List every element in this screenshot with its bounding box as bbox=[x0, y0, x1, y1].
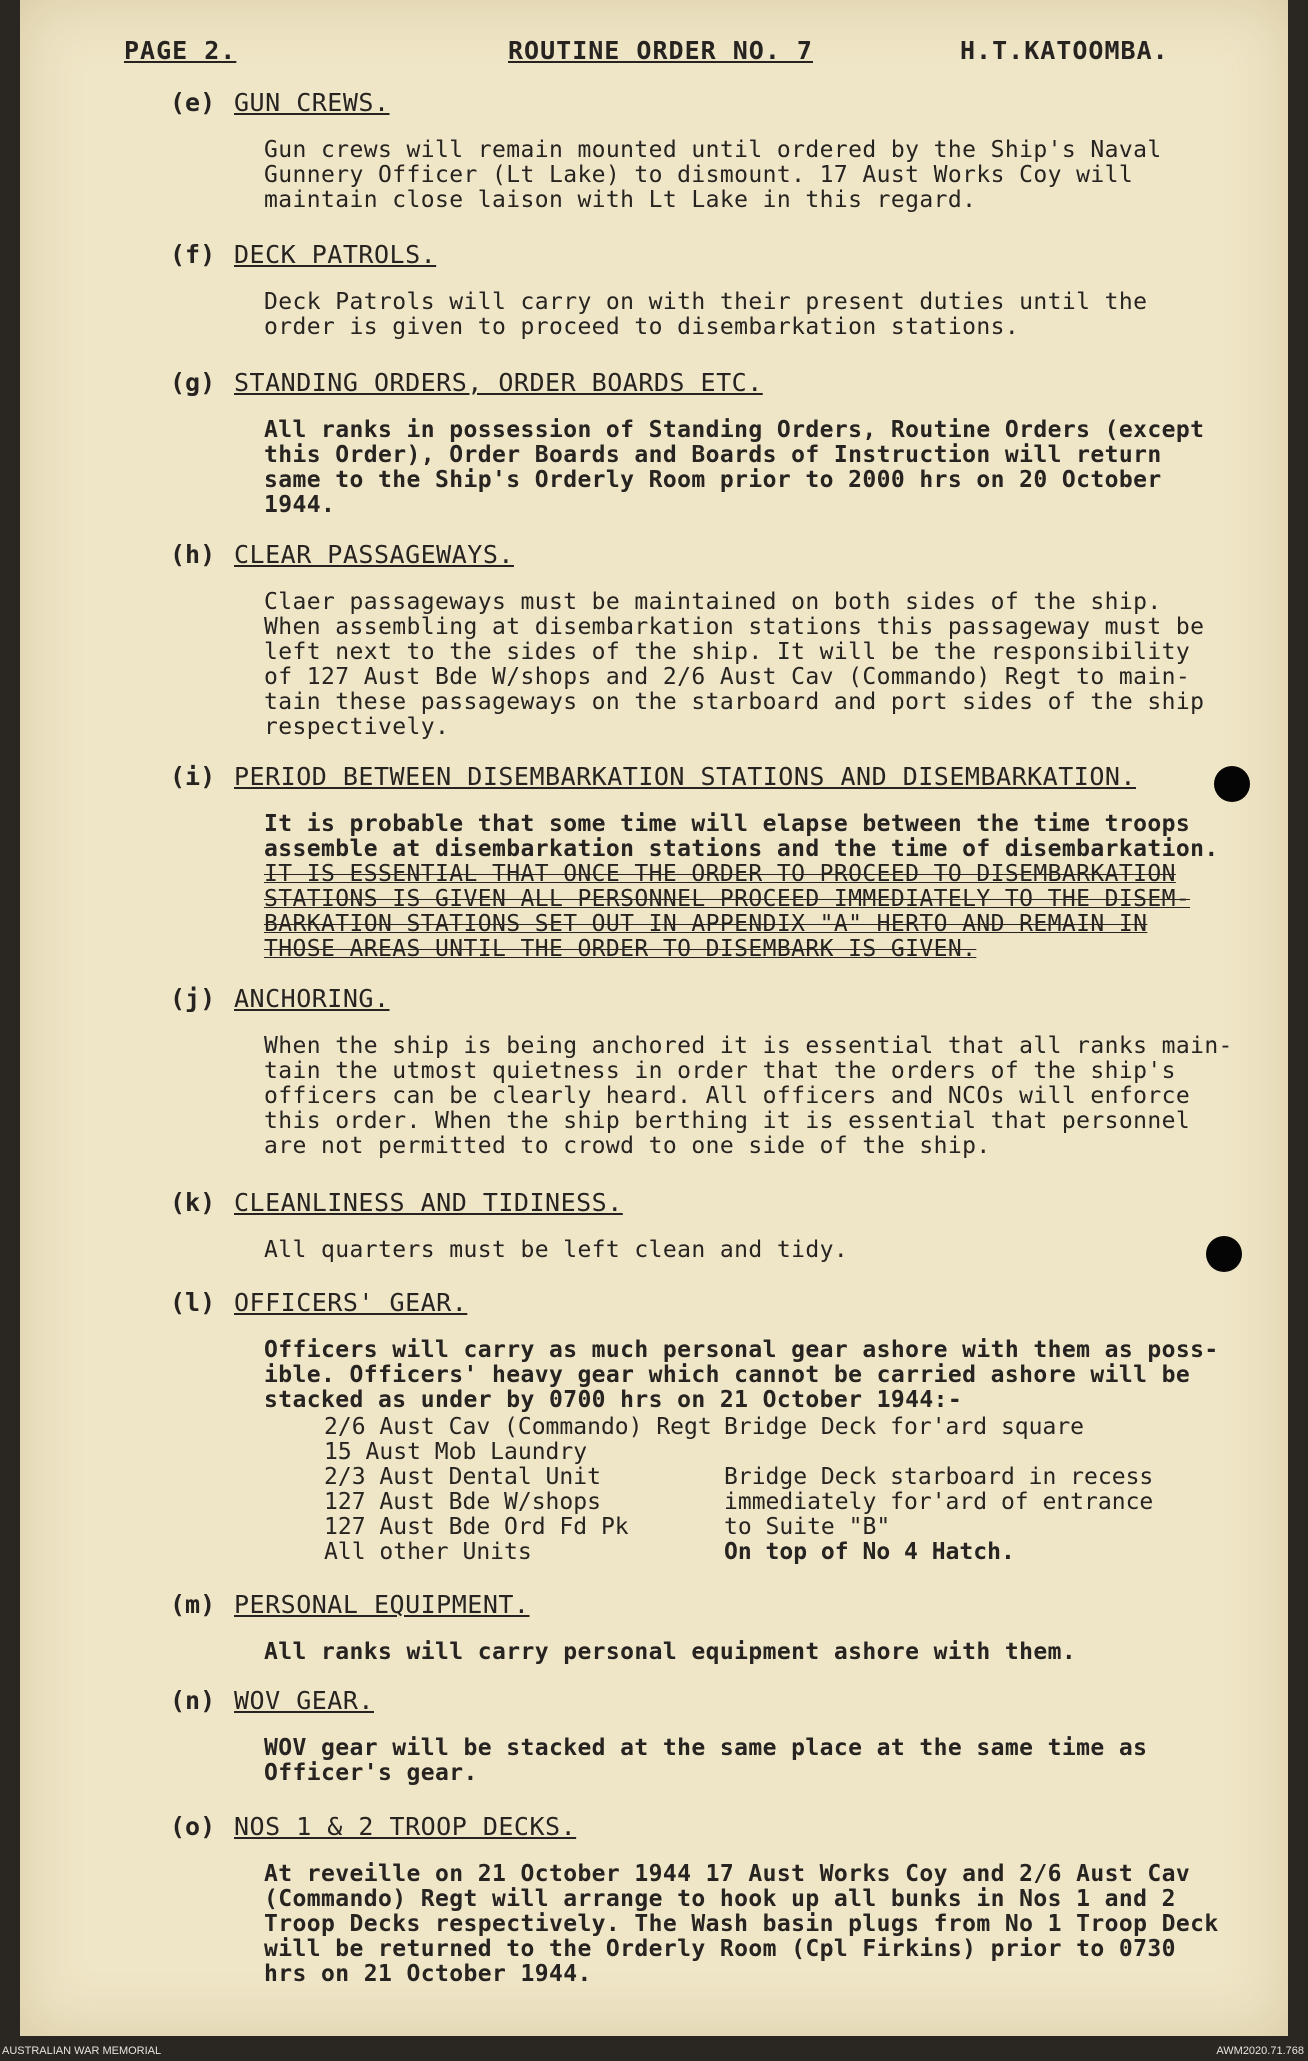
section-body: All ranks in possession of Standing Orders, Routine Orders (except this Order), Order Boards and Boards of Instruction will return same to the Ship's Orderly Room prior to 2000 hrs on 20 October 1944. bbox=[264, 417, 1205, 518]
gear-location: immediately for'ard of entrance bbox=[724, 1489, 1154, 1515]
table-row bbox=[264, 1415, 1264, 1440]
section-title: PERIOD BETWEEN DISEMBARKATION STATIONS AND DISEMBARKATION. bbox=[234, 762, 1136, 791]
section-title: CLEANLINESS AND TIDINESS. bbox=[234, 1188, 623, 1217]
section-body: It is probable that some time will elapse between the time troops assemble at disembarkation stations and the time of disembarkation. bbox=[264, 811, 1219, 862]
section-letter: (i) bbox=[170, 762, 216, 791]
section-emphasis: IT IS ESSENTIAL THAT ONCE THE ORDER TO PROCEED TO DISEMBARKATION STATIONS IS GIVEN ALL PERSONNEL PROCEED IMMEDIATELY TO THE DISEM- BARKATION STATIONS SET OUT IN APPENDIX "A" HERTO AND REMAIN IN THOSE AREAS UNTIL THE ORDER TO DISEMBARK IS GIVEN. bbox=[264, 861, 1191, 962]
section-title: OFFICERS' GEAR. bbox=[234, 1288, 468, 1317]
archive-credit: AUSTRALIAN WAR MEMORIAL bbox=[2, 2045, 162, 2057]
document-page bbox=[20, 0, 1288, 2036]
gear-table bbox=[264, 1415, 1264, 1565]
punch-hole bbox=[1206, 1236, 1242, 1272]
section-title: STANDING ORDERS, ORDER BOARDS ETC. bbox=[234, 368, 763, 397]
section-title: PERSONAL EQUIPMENT. bbox=[234, 1590, 530, 1619]
section-body: All ranks will carry personal equipment ashore with them. bbox=[264, 1639, 1077, 1665]
section-letter: (n) bbox=[170, 1686, 216, 1715]
section-title: CLEAR PASSAGEWAYS. bbox=[234, 540, 514, 569]
section-k bbox=[170, 1188, 1250, 1263]
section-body: WOV gear will be stacked at the same place at the same time as Officer's gear. bbox=[264, 1735, 1148, 1786]
section-h bbox=[170, 540, 1250, 740]
table-row bbox=[264, 1465, 1264, 1490]
table-row bbox=[264, 1440, 1264, 1465]
archive-reference: AWM2020.71.768 bbox=[1216, 2045, 1304, 2057]
section-g bbox=[170, 368, 1250, 518]
section-letter: (f) bbox=[170, 240, 216, 269]
section-title: NOS 1 & 2 TROOP DECKS. bbox=[234, 1812, 577, 1841]
section-o bbox=[170, 1812, 1250, 1987]
gear-location: On top of No 4 Hatch. bbox=[724, 1539, 1015, 1565]
section-e bbox=[170, 88, 1250, 213]
section-letter: (j) bbox=[170, 984, 216, 1013]
gear-unit: 2/6 Aust Cav (Commando) Regt bbox=[324, 1414, 712, 1440]
section-letter: (l) bbox=[170, 1288, 216, 1317]
section-letter: (o) bbox=[170, 1812, 216, 1841]
section-letter: (k) bbox=[170, 1188, 216, 1217]
section-body: Claer passageways must be maintained on both sides of the ship. When assembling at disembarkation stations this passageway must be left next to the sides of the ship. It will be the responsibility of 127 Aust Bde W/shops and 2/6 Aust Cav (Commando) Regt to main- tain these passageways on the starboard and port sides of the ship respectively. bbox=[264, 589, 1205, 740]
section-body: All quarters must be left clean and tidy. bbox=[264, 1237, 849, 1263]
gear-unit: All other Units bbox=[324, 1539, 532, 1565]
section-body: Officers will carry as much personal gear ashore with them as poss- ible. Officers' heavy gear which cannot be carried ashore will be stacked as under by 0700 hrs on 21 October 1944:- bbox=[264, 1337, 1219, 1413]
gear-location: to Suite "B" bbox=[724, 1514, 891, 1540]
section-body: Gun crews will remain mounted until ordered by the Ship's Naval Gunnery Officer (Lt Lake) to dismount. 17 Aust Works Coy will maintain close laison with Lt Lake in this regard. bbox=[264, 137, 1162, 213]
gear-unit: 2/3 Aust Dental Unit bbox=[324, 1464, 601, 1490]
section-title: WOV GEAR. bbox=[234, 1686, 374, 1715]
table-row bbox=[264, 1515, 1264, 1540]
ship-name: H.T.KATOOMBA. bbox=[960, 36, 1169, 65]
gear-location: Bridge Deck for'ard square bbox=[724, 1414, 1085, 1440]
section-n bbox=[170, 1686, 1250, 1786]
punch-hole bbox=[1214, 766, 1250, 802]
section-body: Deck Patrols will carry on with their present duties until the order is given to proceed to disembarkation stations. bbox=[264, 289, 1148, 340]
gear-location: Bridge Deck starboard in recess bbox=[724, 1464, 1154, 1490]
section-body: At reveille on 21 October 1944 17 Aust Works Coy and 2/6 Aust Cav (Commando) Regt will arrange to hook up all bunks in Nos 1 and 2 Troop Decks respectively. The Wash basin plugs from No 1 Troop Deck will be returned to the Orderly Room (Cpl Firkins) prior to 0730 hrs on 21 October 1944. bbox=[264, 1861, 1219, 1987]
gear-unit: 15 Aust Mob Laundry bbox=[324, 1439, 588, 1465]
section-title: DECK PATROLS. bbox=[234, 240, 437, 269]
section-f bbox=[170, 240, 1250, 340]
section-letter: (m) bbox=[170, 1590, 216, 1619]
gear-unit: 127 Aust Bde Ord Fd Pk bbox=[324, 1514, 629, 1540]
section-title: ANCHORING. bbox=[234, 984, 390, 1013]
section-j bbox=[170, 984, 1250, 1159]
section-letter: (e) bbox=[170, 88, 216, 117]
section-title: GUN CREWS. bbox=[234, 88, 390, 117]
table-row bbox=[264, 1490, 1264, 1515]
section-body: When the ship is being anchored it is essential that all ranks main- tain the utmost quietness in order that the orders of the ship's officers can be clearly heard. All officers and NCOs will enforce this order. When the ship berthing it is essential that personnel are not permitted to crowd to one side of the ship. bbox=[264, 1033, 1233, 1159]
table-row bbox=[264, 1540, 1264, 1565]
section-i bbox=[170, 762, 1250, 962]
section-l bbox=[170, 1288, 1250, 1565]
order-title: ROUTINE ORDER NO. 7 bbox=[508, 36, 813, 65]
gear-location bbox=[724, 1440, 1264, 1465]
section-letter: (h) bbox=[170, 540, 216, 569]
section-letter: (g) bbox=[170, 368, 216, 397]
gear-unit: 127 Aust Bde W/shops bbox=[324, 1489, 601, 1515]
section-m bbox=[170, 1590, 1250, 1665]
page-number: PAGE 2. bbox=[124, 36, 237, 65]
